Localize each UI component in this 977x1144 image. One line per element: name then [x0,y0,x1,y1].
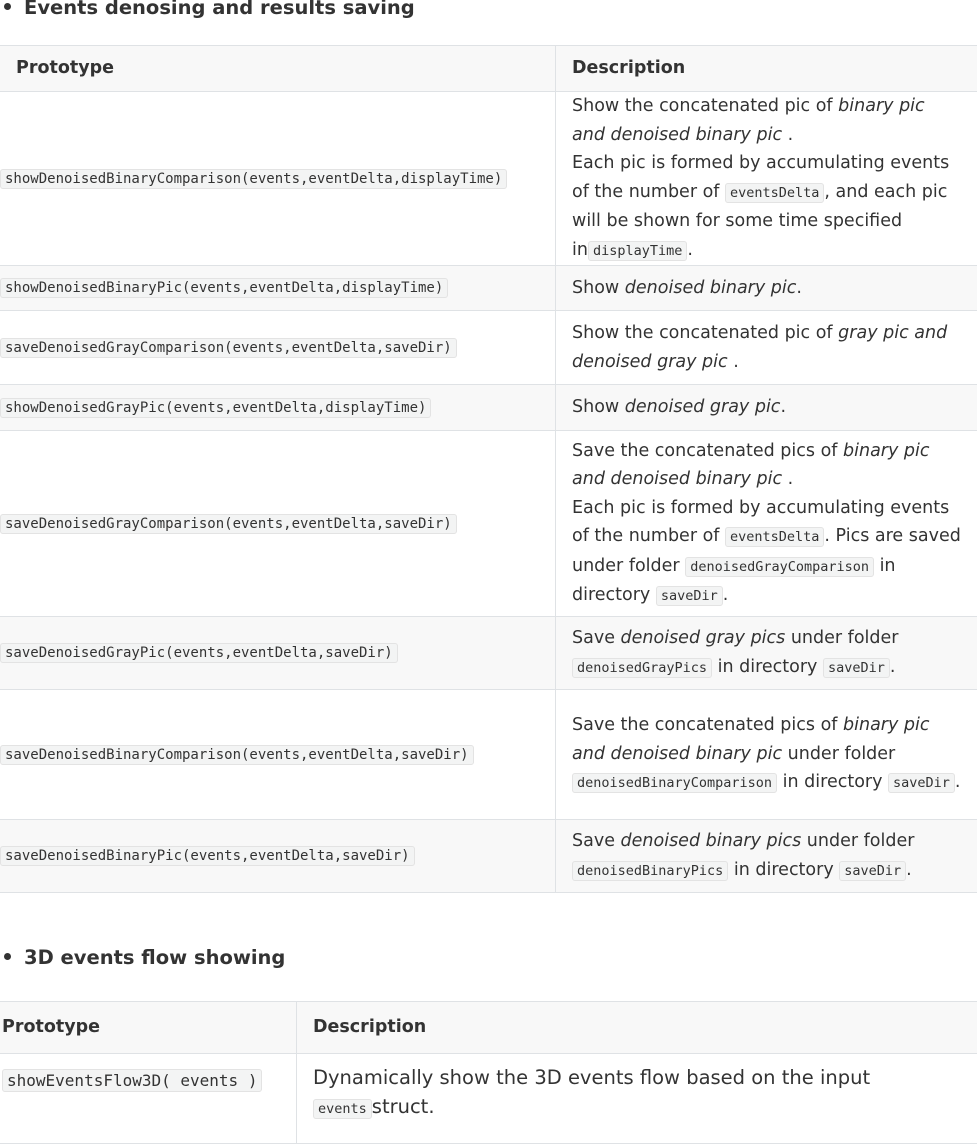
description-cell: Save denoised gray pics under folder denoisedGrayPics in directory saveDir . [556,617,977,690]
table-row [0,266,977,311]
prototype-code: showEventsFlow3D( events ) [2,1069,262,1092]
table-row [0,820,977,893]
inline-code: saveDir [823,658,890,678]
description-cell: Show the concatenated pic of gray pic and denoised gray pic . [556,311,977,385]
table-row [0,617,977,690]
header-description: Description [556,46,977,92]
table-row [0,1054,977,1144]
description-cell: Save denoised binary pics under folder denoisedBinaryPics in directory saveDir . [556,820,977,893]
description-cell: Dynamically show the 3D events flow based on the input events struct. [297,1054,977,1144]
inline-code: denoisedGrayComparison [685,557,874,577]
prototype-code: saveDenoisedBinaryComparison(events,eventDelta,saveDir) [0,745,474,765]
description-cell: Show the concatenated pic of binary pic and denoised binary pic . Each pic is formed by accumulating events of the number of eventsDelta , and each pic will be shown for some time specified in displayTime . [556,92,977,266]
prototype-code: saveDenoisedGrayPic(events,eventDelta,saveDir) [0,643,398,663]
inline-code: eventsDelta [725,527,824,547]
table-header-row [0,46,977,92]
description-cell: Save the concatenated pics of binary pic and denoised binary pic . Each pic is formed by accumulating events of the number of eventsDelta . Pics are saved under folder denoisedGrayComparison in directory saveDir . [556,431,977,617]
table-header-row [0,1002,977,1054]
header-prototype: Prototype [0,1002,297,1054]
table-row [0,431,977,617]
events-flow-table [0,1001,977,1144]
table-row [0,92,977,266]
header-prototype: Prototype [0,46,556,92]
prototype-code: showDenoisedBinaryComparison(events,eventDelta,displayTime) [0,169,507,189]
prototype-code: saveDenoisedGrayComparison(events,eventDelta,saveDir) [0,338,457,358]
description-cell: Save the concatenated pics of binary pic and denoised binary pic under folder denoisedBinaryComparison in directory saveDir . [556,690,977,820]
table-row [0,385,977,431]
section-title-denoising: Events denosing and results saving [0,0,415,19]
prototype-code: saveDenoisedBinaryPic(events,eventDelta,saveDir) [0,846,415,866]
table-row [0,311,977,385]
bullet-icon [4,953,11,960]
inline-code: events [313,1099,372,1119]
prototype-code: showDenoisedGrayPic(events,eventDelta,displayTime) [0,398,431,418]
inline-code: saveDir [656,586,723,606]
bullet-icon [4,3,11,10]
inline-code: denoisedBinaryComparison [572,773,777,793]
prototype-code: saveDenoisedGrayComparison(events,eventDelta,saveDir) [0,514,457,534]
header-description: Description [297,1002,977,1054]
prototype-code: showDenoisedBinaryPic(events,eventDelta,displayTime) [0,278,448,298]
inline-code: denoisedBinaryPics [572,861,728,881]
table-row [0,690,977,820]
inline-code: saveDir [839,861,906,881]
description-cell: Show denoised gray pic. [556,385,977,431]
inline-code: denoisedGrayPics [572,658,712,678]
inline-code: saveDir [888,773,955,793]
section-title-3d-flow: 3D events flow showing [0,946,285,969]
inline-code: displayTime [588,241,687,261]
inline-code: eventsDelta [725,183,824,203]
denoising-table [0,45,977,893]
description-cell: Show denoised binary pic. [556,266,977,311]
